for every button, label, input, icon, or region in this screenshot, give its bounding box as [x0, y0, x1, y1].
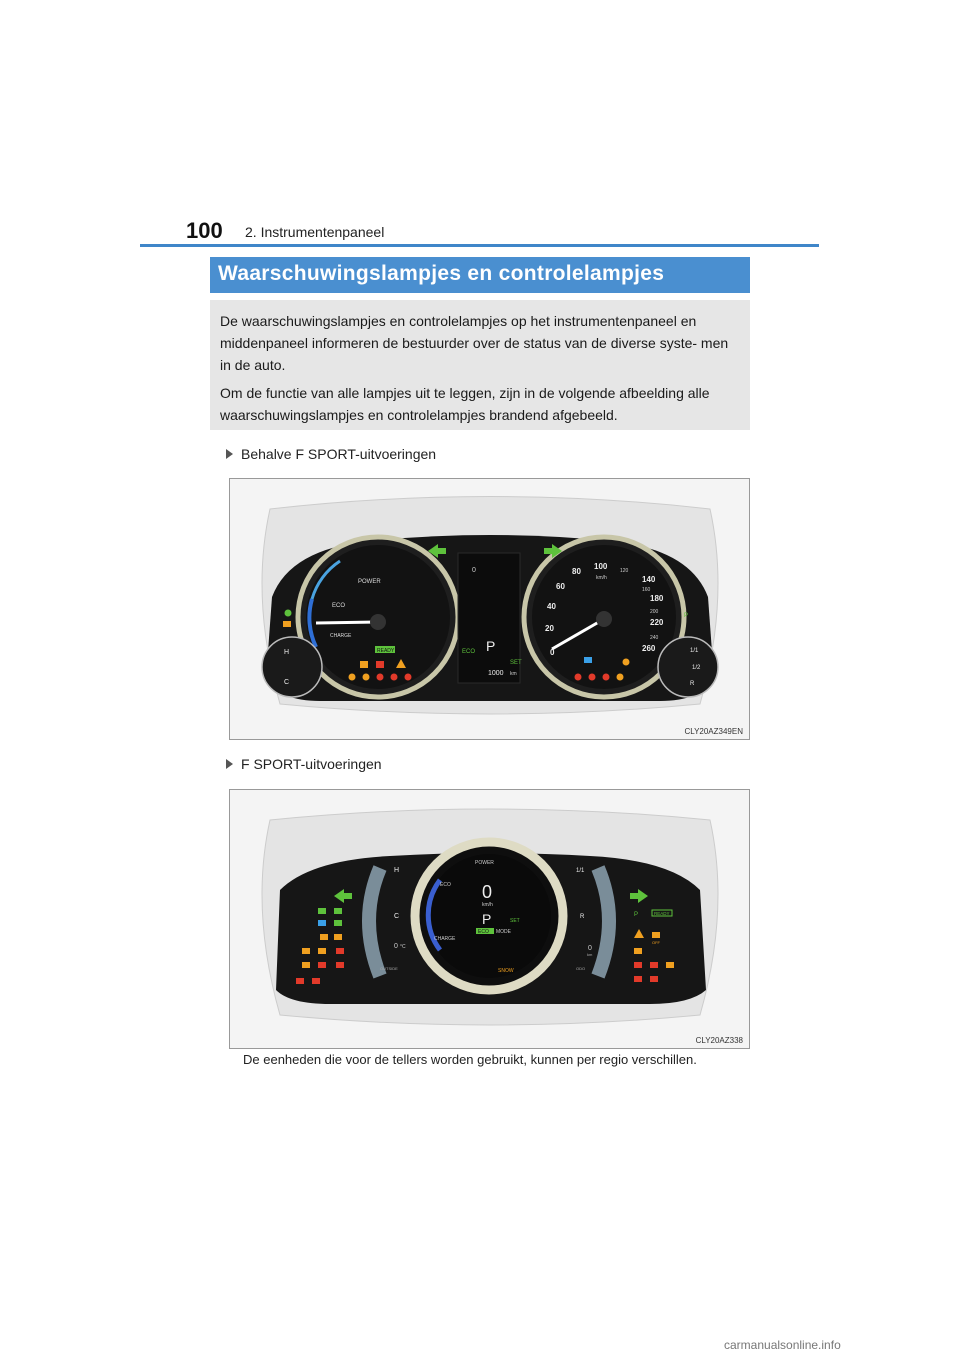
- fuel-full-label: 1/1: [690, 648, 699, 654]
- temp-hot-label: H: [284, 649, 290, 656]
- watermark[interactable]: carmanualsonline.info: [724, 1338, 841, 1352]
- odometer-value: 0: [588, 945, 592, 952]
- speed-tick-20: 20: [545, 624, 554, 633]
- intro-paragraph-1: De waarschuwingslampjes en controlelampjes op het instrumentenpaneel en middenpaneel informeren de bestuurder over de status van de diverse syste- men in de auto.: [220, 313, 729, 373]
- mode-label: MODE: [496, 929, 511, 935]
- speed-tick-260: 260: [642, 644, 656, 653]
- temp-cold-label: C: [394, 913, 400, 920]
- standard-cluster-illustration: [230, 479, 749, 739]
- speed-tick-140: 140: [642, 575, 656, 584]
- outside-temp: 0: [472, 567, 476, 574]
- speed-tick-0: 0: [550, 648, 555, 657]
- odometer-unit: km: [587, 952, 593, 957]
- section-title: Waarschuwingslampjes en controlelampjes: [218, 262, 665, 285]
- figure-code-fsport: CLY20AZ338: [695, 1036, 743, 1045]
- intro-box: [210, 300, 750, 430]
- speed-tick-160: 160: [642, 587, 651, 593]
- speed-tick-200: 200: [650, 609, 659, 615]
- ready-label: READY: [377, 648, 395, 654]
- speed-tick-80: 80: [572, 567, 581, 576]
- temp-cold-label: C: [284, 679, 290, 686]
- fuel-reserve-label: R: [580, 914, 585, 920]
- fsport-cluster-illustration: [230, 790, 749, 1048]
- speed-tick-60: 60: [556, 582, 565, 591]
- triangle-bullet-icon: [226, 759, 233, 769]
- figure-standard-cluster: [229, 478, 750, 740]
- speed-tick-180: 180: [650, 594, 664, 603]
- outside-temp-unit: °C: [400, 944, 406, 950]
- speed-tick-120: 120: [620, 568, 629, 574]
- triangle-bullet-icon: [226, 449, 233, 459]
- charge-label: CHARGE: [434, 936, 456, 942]
- odo-label: ODO: [576, 966, 586, 971]
- page-number: 100: [186, 218, 223, 243]
- speed-value: 0: [482, 882, 493, 902]
- figure-fsport-cluster: [229, 789, 750, 1049]
- speed-tick-100: 100: [594, 562, 608, 571]
- odometer-unit: km: [510, 671, 517, 677]
- gear-indicator: P: [482, 911, 492, 927]
- speed-unit: km/h: [482, 902, 493, 908]
- eco-label: ECO: [440, 882, 451, 888]
- speed-unit: km/h: [596, 575, 607, 581]
- figure-code-standard: CLY20AZ349EN: [684, 727, 743, 736]
- chapter-title: 2. Instrumentenpaneel: [245, 224, 385, 240]
- odometer-value: 1000: [488, 670, 504, 677]
- ready-label: READY: [654, 911, 670, 916]
- off-label: OFF: [652, 940, 660, 945]
- eco-label: ECO: [332, 603, 346, 609]
- header-rule: [140, 244, 819, 247]
- power-label: POWER: [358, 579, 381, 585]
- fuel-half-label: 1/2: [692, 665, 701, 671]
- set-label: SET: [510, 660, 522, 666]
- intro-paragraph-2: Om de functie van alle lampjes uit te leggen, zijn in de volgende afbeelding alle waarschuwingslampjes en controlelampjes brandend afgebeeld.: [220, 385, 710, 423]
- speed-tick-40: 40: [547, 602, 556, 611]
- fuel-full-label: 1/1: [576, 868, 585, 874]
- park-indicator: P: [634, 912, 639, 918]
- eco-mode-label: ECO: [462, 649, 476, 655]
- outside-temp-value: 0: [394, 943, 398, 950]
- variant-label-fsport: [226, 756, 382, 772]
- fuel-reserve-label: R: [690, 681, 695, 687]
- park-indicator: P: [684, 613, 689, 619]
- variant-label-text: Behalve F SPORT-uitvoeringen: [241, 446, 437, 462]
- variant-label-standard: [226, 446, 436, 462]
- eco-mode-label: ECO: [478, 929, 489, 935]
- set-label: SET: [510, 918, 520, 924]
- footnote: De eenheden die voor de tellers worden gebruikt, kunnen per regio verschillen.: [243, 1052, 697, 1067]
- charge-label: CHARGE: [330, 633, 352, 639]
- snow-label: SNOW: [498, 968, 514, 974]
- speed-tick-220: 220: [650, 618, 664, 627]
- outside-label: OUTSIDE: [380, 966, 398, 971]
- power-label: POWER: [475, 860, 494, 866]
- variant-label-text: F SPORT-uitvoeringen: [241, 756, 382, 772]
- speed-tick-240: 240: [650, 635, 659, 641]
- gear-indicator: P: [486, 638, 496, 654]
- temp-hot-label: H: [394, 867, 400, 874]
